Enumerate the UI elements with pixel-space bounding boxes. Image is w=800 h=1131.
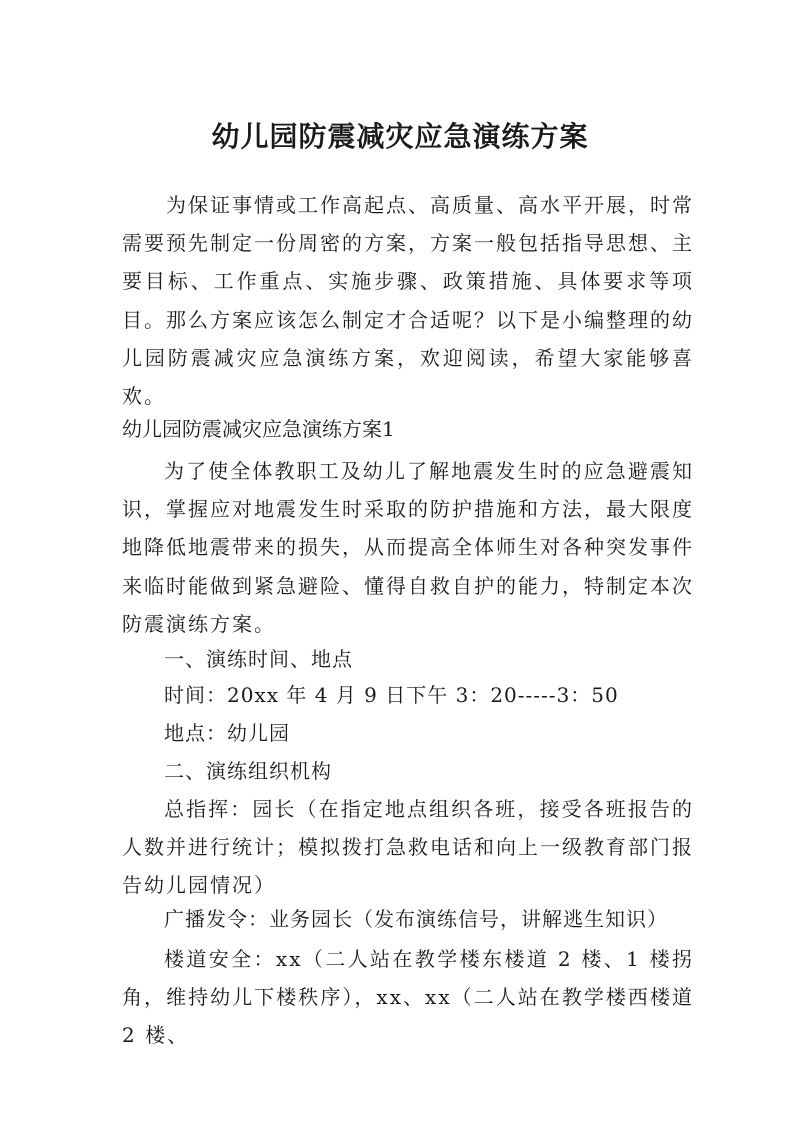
section-title: 幼儿园防震减灾应急演练方案1 — [122, 417, 395, 441]
purpose-paragraph: 为了使全体教职工及幼儿了解地震发生时的应急避震知识，掌握应对地震发生时采取的防护措施和方法，最大限度地降低地震带来的损失，从而提高全体师生对各种突发事件来临时能做到紧急避险、懂得自救自护的能力，特制定本次防震演练方案。 — [122, 459, 694, 636]
drill-place: 地点：幼儿园 — [164, 721, 290, 745]
heading-organization: 二、演练组织机构 — [164, 759, 332, 783]
intro-paragraph: 为保证事情或工作高起点、高质量、高水平开展，时常需要预先制定一份周密的方案，方案一般包括指导思想、主要目标、工作重点、实施步骤、政策措施、具体要求等项目。那么方案应该怎么制定才合适呢？以下是小编整理的幼儿园防震减灾应急演练方案，欢迎阅读，希望大家能够喜欢。 — [122, 193, 694, 409]
broadcast-line: 广播发令：业务园长（发布演练信号，讲解逃生知识） — [164, 907, 668, 931]
commander-paragraph: 总指挥：园长（在指定地点组织各班，接受各班报告的人数并进行统计；模拟拨打急救电话和向上一级教育部门报告幼儿园情况） — [122, 797, 694, 898]
drill-time: 时间：20xx 年 4 月 9 日下午 3：20-----3：50 — [164, 683, 619, 707]
heading-time-place: 一、演练时间、地点 — [164, 647, 353, 671]
document-title: 幼儿园防震减灾应急演练方案 — [211, 119, 589, 153]
stairway-paragraph: 楼道安全：xx（二人站在教学楼东楼道 2 楼、1 楼拐角，维持幼儿下楼秩序），xx、xx（二人站在教学楼西楼道 2 楼、 — [122, 947, 694, 1048]
